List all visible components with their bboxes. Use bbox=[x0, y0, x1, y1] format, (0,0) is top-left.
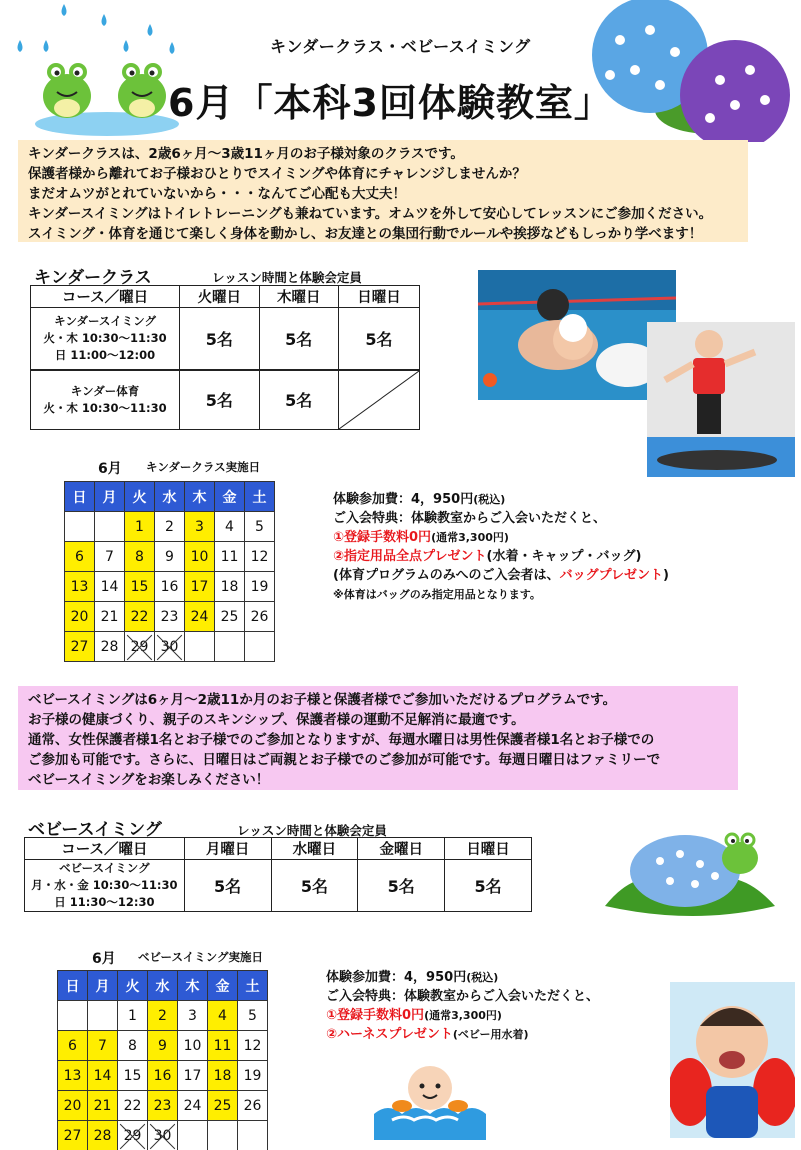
capacity-cell-empty bbox=[338, 370, 419, 430]
calendar-day: 29 bbox=[118, 1121, 148, 1150]
calendar-day: 3 bbox=[185, 512, 215, 542]
calendar-day: 13 bbox=[65, 572, 95, 602]
calendar-day: 9 bbox=[148, 1031, 178, 1061]
table-header-row bbox=[25, 838, 532, 860]
fee-item-mark: ① bbox=[333, 530, 345, 545]
table-row bbox=[25, 860, 532, 912]
fee-item-1 bbox=[326, 1006, 599, 1025]
calendar-day: 25 bbox=[208, 1091, 238, 1121]
calendar-weekday: 日 bbox=[65, 482, 95, 512]
calendar-day: 3 bbox=[178, 1001, 208, 1031]
fee-note-1 bbox=[333, 566, 669, 585]
kinder-calendar bbox=[64, 481, 275, 662]
kinder-schedule-label: キンダークラス bbox=[34, 268, 152, 288]
table-header: コース／曜日 bbox=[31, 286, 180, 308]
calendar-day: 22 bbox=[118, 1091, 148, 1121]
fee-price-line bbox=[333, 490, 669, 509]
baby-swimmer-icon bbox=[372, 1062, 490, 1140]
calendar-day: 21 bbox=[95, 602, 125, 632]
kinder-intro-line: 保護者様から離れてお子様おひとりでスイミングや体育にチャレンジしませんか？ bbox=[28, 166, 526, 182]
calendar-day: 11 bbox=[208, 1031, 238, 1061]
calendar-day: 4 bbox=[208, 1001, 238, 1031]
calendar-day: 4 bbox=[215, 512, 245, 542]
fee-item-red: 指定用品全点プレゼント bbox=[344, 549, 487, 564]
kinder-intro-line: キンダークラスは、2歳6ヶ月～3歳11ヶ月のお子様対象のクラスです。 bbox=[28, 146, 464, 162]
calendar-day: 18 bbox=[208, 1061, 238, 1091]
calendar-day: 26 bbox=[238, 1091, 268, 1121]
table-header: 火曜日 bbox=[180, 286, 259, 308]
photo-baby-swimming bbox=[670, 982, 795, 1138]
capacity-cell: 5名 bbox=[271, 860, 358, 912]
calendar-day-empty bbox=[88, 1001, 118, 1031]
course-cell bbox=[25, 860, 185, 912]
fee-benefit-line bbox=[326, 987, 599, 1006]
calendar-day: 23 bbox=[155, 602, 185, 632]
baby-intro-box bbox=[18, 686, 738, 790]
capacity-cell: 5名 bbox=[180, 370, 259, 430]
calendar-weekday: 火 bbox=[118, 971, 148, 1001]
calendar-day: 30 bbox=[148, 1121, 178, 1150]
capacity-cell: 5名 bbox=[259, 308, 338, 370]
fee-item-2 bbox=[333, 547, 669, 566]
course-time: 月・水・金 10:30～11:30 bbox=[31, 878, 178, 892]
fee-item-red: 登録手数料0円 bbox=[344, 530, 432, 545]
capacity-cell: 5名 bbox=[180, 308, 259, 370]
baby-intro-line: お子様の健康づくり、親子のスキンシップ、保護者様の運動不足解消に最適です。 bbox=[28, 712, 525, 728]
kinder-calendar-month: 6月 bbox=[98, 461, 122, 477]
calendar-day: 22 bbox=[125, 602, 155, 632]
baby-calendar bbox=[57, 970, 268, 1150]
table-header: 水曜日 bbox=[271, 838, 358, 860]
course-name: キンダースイミング bbox=[54, 313, 156, 328]
calendar-weekday: 月 bbox=[95, 482, 125, 512]
kinder-calendar-caption: キンダークラス実施日 bbox=[146, 460, 261, 474]
course-time: 火・木 10:30～11:30 bbox=[43, 330, 167, 345]
table-header: 日曜日 bbox=[445, 838, 532, 860]
calendar-day: 1 bbox=[118, 1001, 148, 1031]
calendar-day: 17 bbox=[185, 572, 215, 602]
calendar-day: 24 bbox=[185, 602, 215, 632]
calendar-day: 8 bbox=[125, 542, 155, 572]
fee-benefit-text: 体験教室からご入会いただくと、 bbox=[404, 989, 600, 1004]
calendar-weekday: 日 bbox=[58, 971, 88, 1001]
fee-benefit-line bbox=[333, 509, 669, 528]
fee-item-small: (ベビー用水着) bbox=[452, 1028, 529, 1041]
calendar-day: 12 bbox=[245, 542, 275, 572]
calendar-day: 16 bbox=[148, 1061, 178, 1091]
calendar-day: 28 bbox=[88, 1121, 118, 1150]
fee-item-mark: ② bbox=[333, 549, 345, 564]
table-header-row bbox=[31, 286, 420, 308]
calendar-weekday: 火 bbox=[125, 482, 155, 512]
calendar-day: 7 bbox=[95, 542, 125, 572]
fee-price: 4，950円 bbox=[411, 492, 474, 507]
calendar-weekday: 金 bbox=[215, 482, 245, 512]
capacity-cell: 5名 bbox=[358, 860, 445, 912]
fee-price-label: 体験参加費： bbox=[333, 492, 412, 507]
fee-price: 4，950円 bbox=[404, 970, 467, 985]
capacity-cell: 5名 bbox=[445, 860, 532, 912]
table-row bbox=[31, 308, 420, 370]
page-subtitle: キンダークラス・ベビースイミング bbox=[270, 37, 531, 56]
calendar-day: 6 bbox=[65, 542, 95, 572]
calendar-day: 19 bbox=[245, 572, 275, 602]
calendar-day-empty bbox=[178, 1121, 208, 1150]
calendar-day: 25 bbox=[215, 602, 245, 632]
fee-tax: (税込) bbox=[473, 493, 506, 506]
calendar-day-empty bbox=[208, 1121, 238, 1150]
calendar-weekday: 月 bbox=[88, 971, 118, 1001]
course-name: キンダー体育 bbox=[70, 383, 140, 398]
kinder-intro-box bbox=[18, 140, 748, 242]
table-header: 日曜日 bbox=[338, 286, 419, 308]
calendar-day: 27 bbox=[58, 1121, 88, 1150]
course-name: ベビースイミング bbox=[59, 861, 150, 875]
course-cell bbox=[31, 308, 180, 370]
fee-note-2: ※体育はバッグのみ指定用品となります。 bbox=[333, 588, 541, 601]
baby-schedule-note: レッスン時間と体験会定員 bbox=[237, 823, 387, 838]
calendar-day: 5 bbox=[245, 512, 275, 542]
fee-price-line bbox=[326, 968, 599, 987]
baby-intro-line: ご参加も可能です。さらに、日曜日はご両親とお子様でのご参加が可能です。毎週日曜日はファミリーで bbox=[28, 752, 661, 768]
fee-item-red: ハーネスプレゼント bbox=[337, 1027, 453, 1042]
fee-tax: (税込) bbox=[466, 971, 499, 984]
capacity-cell: 5名 bbox=[338, 308, 419, 370]
calendar-day: 20 bbox=[58, 1091, 88, 1121]
calendar-weekday: 土 bbox=[245, 482, 275, 512]
baby-intro-line: ベビースイミングは6ヶ月～2歳11か月のお子様と保護者様でご参加いただけるプログラムです。 bbox=[28, 692, 617, 708]
fee-item-mark: ② bbox=[326, 1027, 338, 1042]
kinder-fee-block bbox=[333, 490, 669, 604]
calendar-day: 7 bbox=[88, 1031, 118, 1061]
calendar-day: 17 bbox=[178, 1061, 208, 1091]
calendar-weekday: 木 bbox=[178, 971, 208, 1001]
fee-item-small: (通常3,300円) bbox=[431, 531, 509, 544]
calendar-day: 11 bbox=[215, 542, 245, 572]
calendar-weekday: 土 bbox=[238, 971, 268, 1001]
calendar-day: 6 bbox=[58, 1031, 88, 1061]
fee-benefit-label: ご入会特典： bbox=[326, 989, 405, 1004]
calendar-day: 26 bbox=[245, 602, 275, 632]
baby-calendar-caption: ベビースイミング実施日 bbox=[138, 950, 264, 964]
calendar-day: 12 bbox=[238, 1031, 268, 1061]
fee-item-2 bbox=[326, 1025, 599, 1044]
calendar-day: 14 bbox=[95, 572, 125, 602]
fee-note-red: バッグプレゼント bbox=[559, 568, 664, 583]
calendar-day: 18 bbox=[215, 572, 245, 602]
calendar-day: 19 bbox=[238, 1061, 268, 1091]
calendar-day: 23 bbox=[148, 1091, 178, 1121]
photo-gym-jump bbox=[647, 322, 795, 477]
fee-item-1 bbox=[333, 528, 669, 547]
calendar-day: 15 bbox=[125, 572, 155, 602]
calendar-day: 8 bbox=[118, 1031, 148, 1061]
calendar-day-empty bbox=[58, 1001, 88, 1031]
calendar-weekday: 金 bbox=[208, 971, 238, 1001]
calendar-weekday: 水 bbox=[148, 971, 178, 1001]
calendar-day: 20 bbox=[65, 602, 95, 632]
calendar-day-empty bbox=[185, 632, 215, 662]
baby-fee-block bbox=[326, 968, 599, 1044]
fee-note-post: ) bbox=[663, 568, 669, 583]
page-title: 6月「本科3回体験教室」 bbox=[168, 81, 613, 125]
table-header: 金曜日 bbox=[358, 838, 445, 860]
calendar-day: 29 bbox=[125, 632, 155, 662]
course-time: 日 11:30～12:30 bbox=[54, 895, 155, 909]
frog-icon bbox=[32, 52, 182, 137]
kinder-intro-line: スイミング・体育を通じて楽しく身体を動かし、お友達との集団行動でルールや挨拶などもしっかり学べます！ bbox=[28, 226, 703, 242]
calendar-day: 1 bbox=[125, 512, 155, 542]
baby-calendar-month: 6月 bbox=[92, 951, 116, 967]
fee-item-red: 登録手数料0円 bbox=[337, 1008, 425, 1023]
fee-note-pre: (体育プログラムのみへのご入会者は、 bbox=[333, 568, 560, 583]
table-header: 木曜日 bbox=[259, 286, 338, 308]
calendar-day: 10 bbox=[178, 1031, 208, 1061]
calendar-weekday: 水 bbox=[155, 482, 185, 512]
calendar-day: 10 bbox=[185, 542, 215, 572]
course-time: 日 11:00～12:00 bbox=[54, 347, 156, 362]
table-row bbox=[31, 370, 420, 430]
calendar-day: 30 bbox=[155, 632, 185, 662]
capacity-cell: 5名 bbox=[259, 370, 338, 430]
calendar-day: 13 bbox=[58, 1061, 88, 1091]
calendar-day: 5 bbox=[238, 1001, 268, 1031]
diagonal-line bbox=[339, 371, 419, 429]
kinder-schedule-table bbox=[30, 285, 420, 430]
calendar-day-empty bbox=[65, 512, 95, 542]
fee-price-label: 体験参加費： bbox=[326, 970, 405, 985]
calendar-day: 9 bbox=[155, 542, 185, 572]
calendar-day-empty bbox=[95, 512, 125, 542]
table-header: コース／曜日 bbox=[25, 838, 185, 860]
baby-schedule-label: ベビースイミング bbox=[28, 820, 162, 840]
course-time: 火・木 10:30～11:30 bbox=[43, 400, 167, 415]
capacity-cell: 5名 bbox=[184, 860, 271, 912]
baby-schedule-table bbox=[24, 837, 532, 912]
calendar-day: 2 bbox=[148, 1001, 178, 1031]
calendar-day: 27 bbox=[65, 632, 95, 662]
calendar-day: 2 bbox=[155, 512, 185, 542]
calendar-day: 16 bbox=[155, 572, 185, 602]
calendar-day: 14 bbox=[88, 1061, 118, 1091]
table-header: 月曜日 bbox=[184, 838, 271, 860]
course-cell bbox=[31, 370, 180, 430]
kinder-intro-line: まだオムツがとれていないから・・・なんてご心配も大丈夫！ bbox=[28, 186, 406, 202]
calendar-day-empty bbox=[215, 632, 245, 662]
calendar-day-empty bbox=[238, 1121, 268, 1150]
calendar-day: 21 bbox=[88, 1091, 118, 1121]
calendar-day: 24 bbox=[178, 1091, 208, 1121]
fee-item-mark: ① bbox=[326, 1008, 338, 1023]
calendar-day: 28 bbox=[95, 632, 125, 662]
baby-intro-line: 通常、女性保護者様1名とお子様でのご参加となりますが、毎週水曜日は男性保護者様1名とお子様での bbox=[28, 732, 655, 748]
fee-item-small: (通常3,300円) bbox=[424, 1009, 502, 1022]
fee-item-small: (水着・キャップ・バッグ) bbox=[486, 549, 642, 564]
calendar-day-empty bbox=[245, 632, 275, 662]
fee-benefit-text: 体験教室からご入会いただくと、 bbox=[411, 511, 607, 526]
baby-intro-line: ベビースイミングをお楽しみください！ bbox=[28, 772, 270, 788]
calendar-weekday: 木 bbox=[185, 482, 215, 512]
hydrangea-frog-icon bbox=[600, 826, 780, 922]
kinder-intro-line: キンダースイミングはトイレトレーニングも兼ねています。オムツを外して安心してレッスンにご参加ください。 bbox=[28, 206, 713, 222]
fee-benefit-label: ご入会特典： bbox=[333, 511, 412, 526]
calendar-day: 15 bbox=[118, 1061, 148, 1091]
kinder-schedule-note: レッスン時間と体験会定員 bbox=[212, 270, 362, 285]
